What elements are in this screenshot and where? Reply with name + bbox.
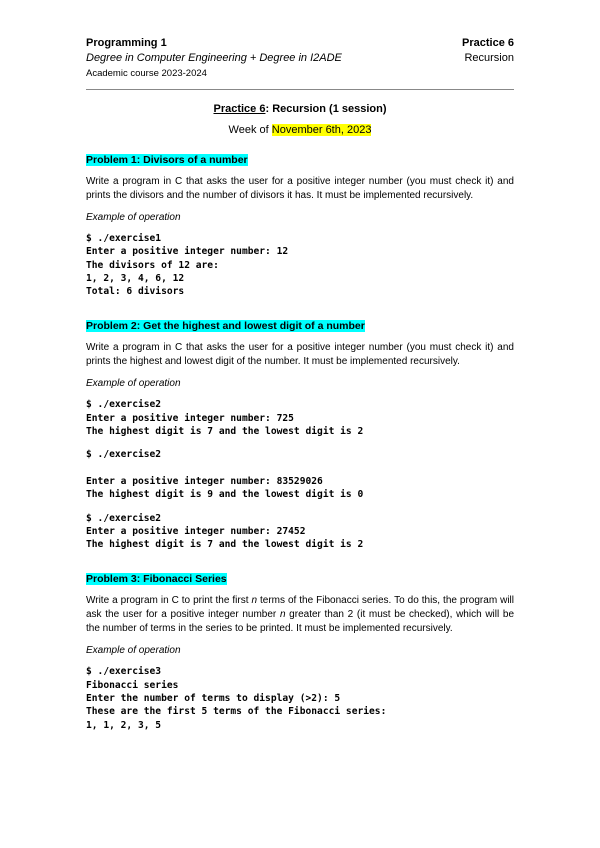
course-name: Programming 1 [86, 37, 167, 49]
problem-2-code-1: $ ./exercise2 Enter a positive integer number: 725 The highest digit is 7 and the lowest digit is 2 [86, 399, 364, 438]
problem-2-code-2: $ ./exercise2 Enter a positive integer number: 83529026 The highest digit is 9 and the lowest digit is 0 [86, 449, 364, 501]
degree-name: Degree in Computer Engineering + Degree in I2ADE [86, 52, 342, 64]
problem-3-code: $ ./exercise3 Fibonacci series Enter the number of terms to display (>2): 5 These are the first 5 terms of the Fibonacci series: 1, 1, 2, 3, 5 [86, 666, 387, 731]
problem-1-example-label: Example of operation [86, 212, 181, 223]
problem-1-code: $ ./exercise1 Enter a positive integer number: 12 The divisors of 12 are: 1, 2, 3, 4, 6, 12 Total: 6 divisors [86, 233, 289, 298]
header-left [86, 36, 342, 81]
problem-2-heading: Problem 2: Get the highest and lowest digit of a number [86, 320, 365, 333]
practice-topic: Recursion [464, 52, 514, 64]
problem-3-text: Write a program in C to print the first n terms of the Fibonacci series. To do this, the program will ask the user for a positive integer number n greater than 2 (it must be checked), which will be the number of terms in the series to be printed. It must be implemented recursively. [86, 595, 515, 635]
practice-number: Practice 6 [462, 37, 514, 49]
academic-year: Academic course 2023-2024 [86, 68, 207, 79]
header-right [462, 36, 514, 81]
week-line [86, 124, 514, 136]
problem-2-example-label: Example of operation [86, 378, 181, 390]
problem-1-text: Write a program in C that asks the user for a positive integer number (you must check it) and prints the divisors and the number of divisors it has. It must be implemented recursively. [86, 176, 514, 201]
week-date: November 6th, 2023 [271, 124, 372, 136]
problem-2-code-3: $ ./exercise2 Enter a positive integer number: 27452 The highest digit is 7 and the lowest digit is 2 [86, 512, 364, 551]
week-prefix: Week of [228, 124, 272, 136]
variable-n: n [251, 595, 258, 607]
page-header [86, 36, 514, 81]
document-title [86, 103, 514, 115]
title-rest: : Recursion (1 session) [265, 103, 387, 115]
variable-n: n [279, 609, 286, 621]
problem-3-example-label: Example of operation [86, 645, 181, 657]
problem-1-heading: Problem 1: Divisors of a number [86, 154, 248, 166]
header-divider [86, 89, 514, 90]
problem-2-text: Write a program in C that asks the user for a positive integer number (you must check it) and prints the highest and lowest digit of the number. It must be implemented recursively. [86, 342, 514, 368]
title-practice: Practice 6 [213, 103, 266, 115]
problem-3-heading: Problem 3: Fibonacci Series [86, 573, 227, 586]
document-page [86, 36, 514, 732]
